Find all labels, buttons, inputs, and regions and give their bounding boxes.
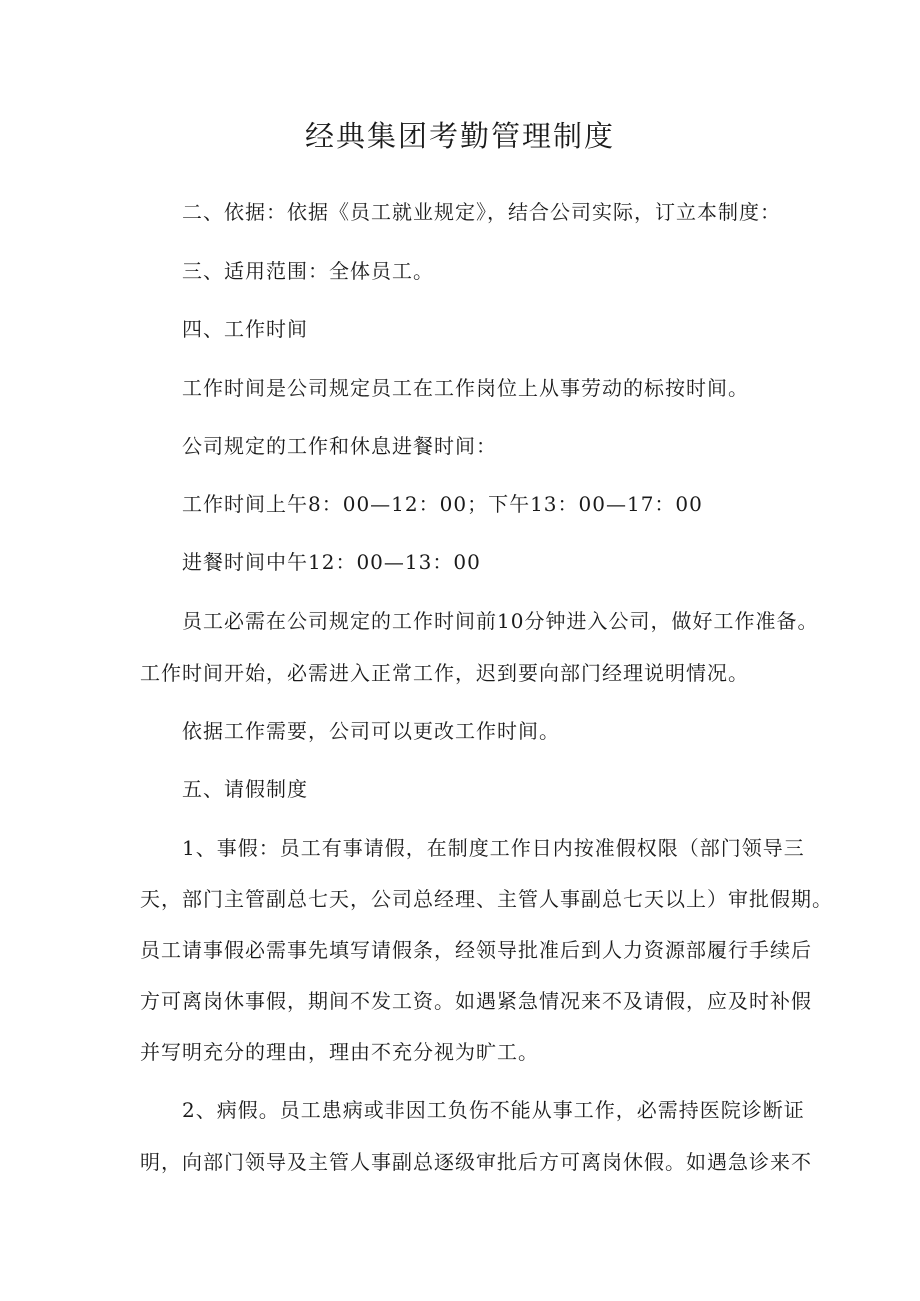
paragraph-personal-leave-line-5: 并写明充分的理由，理由不充分视为旷工。	[140, 1040, 539, 1064]
paragraph-work-schedule: 工作时间上午8：00—12：00；下午13：00—17：00	[182, 492, 703, 516]
paragraph-work-hours-definition: 工作时间是公司规定员工在工作岗位上从事劳动的标按时间。	[182, 376, 749, 400]
section-heading-work-hours: 四、工作时间	[182, 317, 308, 341]
paragraph-schedule-intro: 公司规定的工作和休息进餐时间：	[182, 434, 497, 458]
paragraph-sick-leave-line-1: 2、病假。员工患病或非因工负伤不能从事工作，必需持医院诊断证	[182, 1098, 805, 1122]
paragraph-arrival-line-1: 员工必需在公司规定的工作时间前10分钟进入公司，做好工作准备。	[182, 609, 819, 633]
document-title: 经典集团考勤管理制度	[304, 119, 615, 153]
paragraph-personal-leave-line-4: 方可离岗休事假，期间不发工资。如遇紧急情况来不及请假，应及时补假	[140, 989, 812, 1013]
paragraph-personal-leave-line-1: 1、事假：员工有事请假，在制度工作日内按准假权限（部门领导三	[182, 836, 805, 860]
paragraph-sick-leave-line-2: 明，向部门领导及主管人事副总逐级审批后方可离岗休假。如遇急诊来不	[140, 1150, 812, 1174]
paragraph-scope: 三、适用范围：全体员工。	[182, 259, 434, 283]
paragraph-basis: 二、依据：依据《员工就业规定》，结合公司实际，订立本制度：	[182, 200, 781, 224]
paragraph-personal-leave-line-2: 天，部门主管副总七天，公司总经理、主管人事副总七天以上）审批假期。	[140, 887, 833, 911]
paragraph-meal-time: 进餐时间中午12：00—13：00	[182, 550, 481, 574]
section-heading-leave: 五、请假制度	[182, 777, 308, 801]
paragraph-personal-leave-line-3: 员工请事假必需事先填写请假条，经领导批准后到人力资源部履行手续后	[140, 938, 812, 962]
paragraph-arrival-line-2: 工作时间开始，必需进入正常工作，迟到要向部门经理说明情况。	[140, 661, 749, 685]
paragraph-time-change: 依据工作需要，公司可以更改工作时间。	[182, 719, 560, 743]
